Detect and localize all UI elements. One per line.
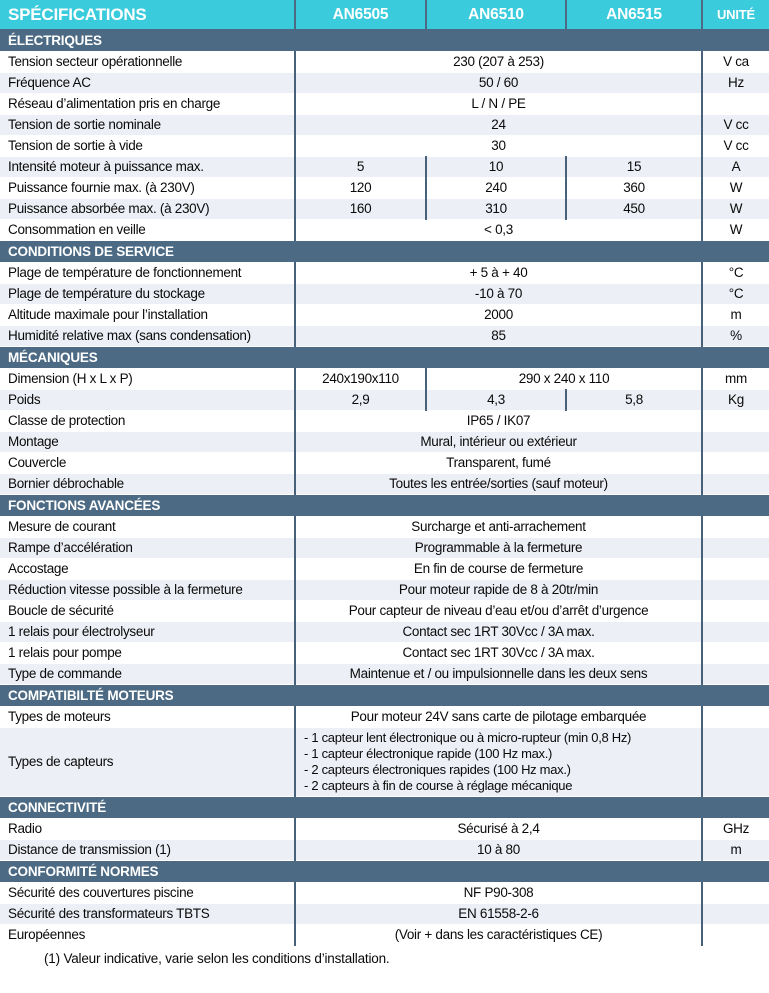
spec-value-line: - 2 capteurs électroniques rapides (100 Hz max.) xyxy=(304,761,571,777)
spec-label: Poids xyxy=(0,389,295,410)
spec-row xyxy=(0,663,769,684)
section-title: CONFORMITÉ NORMES xyxy=(0,860,769,882)
spec-unit: m xyxy=(702,304,769,325)
section-title: FONCTIONS AVANCÉES xyxy=(0,494,769,516)
spec-value: 2,9 xyxy=(295,389,426,410)
spec-label: Types de capteurs xyxy=(0,727,295,796)
spec-label: Fréquence AC xyxy=(0,72,295,93)
spec-row xyxy=(0,72,769,93)
spec-unit xyxy=(702,516,769,537)
spec-label: Classe de protection xyxy=(0,410,295,431)
spec-unit xyxy=(702,410,769,431)
spec-unit xyxy=(702,93,769,114)
spec-unit xyxy=(702,579,769,600)
spec-label: Mesure de courant xyxy=(0,516,295,537)
spec-unit: % xyxy=(702,325,769,346)
spec-row xyxy=(0,818,769,839)
spec-label: Rampe d’accélération xyxy=(0,537,295,558)
spec-row xyxy=(0,558,769,579)
spec-row xyxy=(0,706,769,727)
spec-value-line: - 1 capteur électronique rapide (100 Hz max.) xyxy=(304,745,553,761)
spec-value: < 0,3 xyxy=(295,219,702,240)
spec-row xyxy=(0,325,769,346)
spec-value: 2000 xyxy=(295,304,702,325)
spec-unit: Kg xyxy=(702,389,769,410)
spec-unit xyxy=(702,621,769,642)
spec-value: Contact sec 1RT 30Vcc / 3A max. xyxy=(295,642,702,663)
spec-unit xyxy=(702,727,769,796)
spec-label: Intensité moteur à puissance max. xyxy=(0,156,295,177)
spec-value: 10 à 80 xyxy=(295,839,702,860)
spec-unit xyxy=(702,558,769,579)
spec-unit: V ca xyxy=(702,51,769,72)
spec-row xyxy=(0,156,769,177)
spec-value: IP65 / IK07 xyxy=(295,410,702,431)
spec-row xyxy=(0,882,769,903)
spec-value: 290 x 240 x 110 xyxy=(426,368,702,389)
spec-label: Puissance fournie max. (à 230V) xyxy=(0,177,295,198)
spec-value: 10 xyxy=(426,156,566,177)
section-row xyxy=(0,684,769,706)
spec-row xyxy=(0,579,769,600)
spec-unit xyxy=(702,663,769,684)
column-header-an6510: AN6510 xyxy=(426,0,566,29)
spec-label: Altitude maximale pour l’installation xyxy=(0,304,295,325)
spec-value: Maintenue et / ou impulsionnelle dans les deux sens xyxy=(295,663,702,684)
spec-unit: A xyxy=(702,156,769,177)
column-header-an6505: AN6505 xyxy=(295,0,426,29)
spec-value: NF P90-308 xyxy=(295,882,702,903)
spec-unit: m xyxy=(702,839,769,860)
spec-value: 5,8 xyxy=(566,389,702,410)
spec-unit: W xyxy=(702,198,769,219)
spec-value: 310 xyxy=(426,198,566,219)
column-header-unit: UNITÉ xyxy=(702,0,769,29)
spec-label: Sécurité des transformateurs TBTS xyxy=(0,903,295,924)
spec-unit xyxy=(702,903,769,924)
spec-label: Dimension (H x L x P) xyxy=(0,368,295,389)
spec-value: 5 xyxy=(295,156,426,177)
spec-row xyxy=(0,903,769,924)
spec-label: Accostage xyxy=(0,558,295,579)
spec-value: 240x190x110 xyxy=(295,368,426,389)
spec-label: Type de commande xyxy=(0,663,295,684)
spec-value: 4,3 xyxy=(426,389,566,410)
spec-value: 15 xyxy=(566,156,702,177)
spec-label: 1 relais pour pompe xyxy=(0,642,295,663)
spec-unit xyxy=(702,431,769,452)
spec-row xyxy=(0,642,769,663)
section-title: MÉCANIQUES xyxy=(0,346,769,368)
spec-value: 30 xyxy=(295,135,702,156)
spec-label: Distance de transmission (1) xyxy=(0,839,295,860)
spec-label: Plage de température de fonctionnement xyxy=(0,262,295,283)
spec-label: Réseau d’alimentation pris en charge xyxy=(0,93,295,114)
spec-label: Européennes xyxy=(0,924,295,945)
spec-value: Toutes les entrée/sorties (sauf moteur) xyxy=(295,473,702,494)
spec-value: 450 xyxy=(566,198,702,219)
section-row xyxy=(0,240,769,262)
spec-value: Mural, intérieur ou extérieur xyxy=(295,431,702,452)
spec-unit xyxy=(702,452,769,473)
spec-label: Tension de sortie nominale xyxy=(0,114,295,135)
spec-row xyxy=(0,410,769,431)
spec-label: Plage de température du stockage xyxy=(0,283,295,304)
spec-label: Puissance absorbée max. (à 230V) xyxy=(0,198,295,219)
table-header xyxy=(0,0,769,29)
spec-value: -10 à 70 xyxy=(295,283,702,304)
spec-value: (Voir + dans les caractéristiques CE) xyxy=(295,924,702,945)
column-header-an6515: AN6515 xyxy=(566,0,702,29)
spec-unit xyxy=(702,924,769,945)
spec-label: Sécurité des couvertures piscine xyxy=(0,882,295,903)
section-title: ÉLECTRIQUES xyxy=(0,29,769,51)
spec-unit xyxy=(702,600,769,621)
spec-value: En fin de course de fermeture xyxy=(295,558,702,579)
section-row xyxy=(0,346,769,368)
spec-row xyxy=(0,368,769,389)
spec-label: Humidité relative max (sans condensation) xyxy=(0,325,295,346)
spec-value: 120 xyxy=(295,177,426,198)
spec-value: Pour moteur rapide de 8 à 20tr/min xyxy=(295,579,702,600)
spec-row xyxy=(0,452,769,473)
spec-value xyxy=(295,727,702,796)
spec-label: Boucle de sécurité xyxy=(0,600,295,621)
spec-unit xyxy=(702,473,769,494)
spec-unit: Hz xyxy=(702,72,769,93)
spec-label: 1 relais pour électrolyseur xyxy=(0,621,295,642)
spec-value: 360 xyxy=(566,177,702,198)
spec-unit xyxy=(702,882,769,903)
spec-row xyxy=(0,114,769,135)
spec-value: Sécurisé à 2,4 xyxy=(295,818,702,839)
spec-row xyxy=(0,93,769,114)
page-title: SPÉCIFICATIONS xyxy=(0,0,295,29)
spec-value: Contact sec 1RT 30Vcc / 3A max. xyxy=(295,621,702,642)
spec-value: Pour capteur de niveau d’eau et/ou d’arrêt d’urgence xyxy=(295,600,702,621)
spec-row xyxy=(0,304,769,325)
spec-value: Transparent, fumé xyxy=(295,452,702,473)
spec-row xyxy=(0,621,769,642)
spec-row xyxy=(0,600,769,621)
spec-label: Tension secteur opérationnelle xyxy=(0,51,295,72)
spec-row xyxy=(0,262,769,283)
footnote: (1) Valeur indicative, varie selon les conditions d’installation. xyxy=(44,950,390,966)
section-title: COMPATIBILTÉ MOTEURS xyxy=(0,684,769,706)
spec-unit: °C xyxy=(702,262,769,283)
spec-unit xyxy=(702,706,769,727)
spec-value: 240 xyxy=(426,177,566,198)
spec-row xyxy=(0,135,769,156)
spec-label: Réduction vitesse possible à la fermeture xyxy=(0,579,295,600)
header-row xyxy=(0,0,769,29)
spec-value: L / N / PE xyxy=(295,93,702,114)
spec-value: 160 xyxy=(295,198,426,219)
spec-unit xyxy=(702,642,769,663)
spec-unit: W xyxy=(702,177,769,198)
spec-row xyxy=(0,51,769,72)
spec-value: EN 61558-2-6 xyxy=(295,903,702,924)
spec-table-body xyxy=(0,29,769,945)
spec-label: Bornier débrochable xyxy=(0,473,295,494)
spec-label: Tension de sortie à vide xyxy=(0,135,295,156)
section-row xyxy=(0,29,769,51)
spec-row xyxy=(0,473,769,494)
spec-row xyxy=(0,516,769,537)
spec-value: 50 / 60 xyxy=(295,72,702,93)
section-row xyxy=(0,860,769,882)
section-title: CONNECTIVITÉ xyxy=(0,796,769,818)
spec-unit: mm xyxy=(702,368,769,389)
spec-value: Pour moteur 24V sans carte de pilotage embarquée xyxy=(295,706,702,727)
spec-row xyxy=(0,219,769,240)
spec-row xyxy=(0,198,769,219)
spec-row xyxy=(0,389,769,410)
spec-unit: W xyxy=(702,219,769,240)
section-row xyxy=(0,796,769,818)
spec-value: + 5 à + 40 xyxy=(295,262,702,283)
spec-row xyxy=(0,839,769,860)
spec-row xyxy=(0,924,769,945)
spec-row xyxy=(0,177,769,198)
spec-unit: °C xyxy=(702,283,769,304)
spec-label: Montage xyxy=(0,431,295,452)
spec-label: Types de moteurs xyxy=(0,706,295,727)
spec-row xyxy=(0,431,769,452)
spec-label: Radio xyxy=(0,818,295,839)
spec-value: Surcharge et anti-arrachement xyxy=(295,516,702,537)
spec-value-line: - 2 capteurs à fin de course à réglage mécanique xyxy=(304,777,573,793)
spec-unit: V cc xyxy=(702,135,769,156)
spec-value: 85 xyxy=(295,325,702,346)
spec-value: 230 (207 à 253) xyxy=(295,51,702,72)
spec-unit: V cc xyxy=(702,114,769,135)
spec-label: Couvercle xyxy=(0,452,295,473)
spec-row xyxy=(0,537,769,558)
spec-row xyxy=(0,283,769,304)
spec-value: 24 xyxy=(295,114,702,135)
section-title: CONDITIONS DE SERVICE xyxy=(0,240,769,262)
spec-value: Programmable à la fermeture xyxy=(295,537,702,558)
spec-label: Consommation en veille xyxy=(0,219,295,240)
spec-row xyxy=(0,727,769,796)
section-row xyxy=(0,494,769,516)
spec-unit xyxy=(702,537,769,558)
spec-unit: GHz xyxy=(702,818,769,839)
spec-value-line: - 1 capteur lent électronique ou à micro-rupteur (min 0,8 Hz) xyxy=(304,729,632,745)
